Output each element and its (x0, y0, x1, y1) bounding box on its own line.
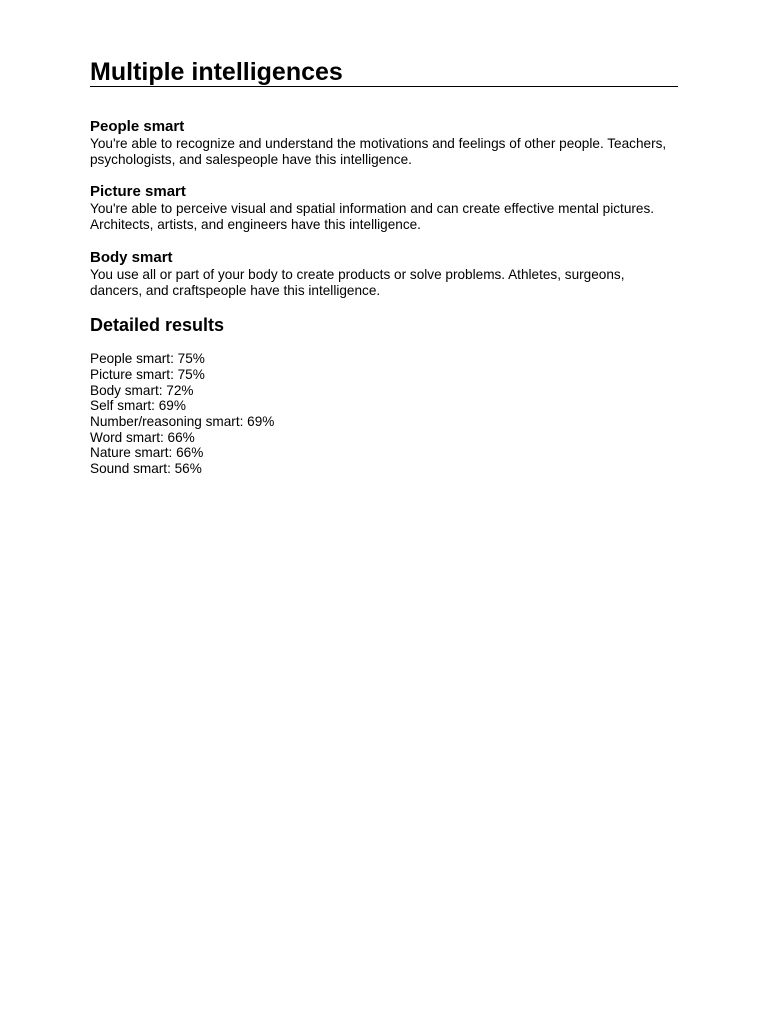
section-heading: Body smart (90, 248, 173, 266)
section-body-smart (90, 249, 678, 298)
section-heading: People smart (90, 118, 185, 135)
result-item: Number/reasoning smart: 69% (90, 414, 275, 430)
section-text: You use all or part of your body to create products or solve problems. Athletes, surgeons, dancers, and craftspeople have this intelligence. (90, 266, 625, 298)
section-text: You're able to perceive visual and spatial information and can create effective mental pictures. Architects, artists, and engineers have this intelligence. (90, 201, 655, 233)
section-picture-smart (90, 183, 678, 232)
detailed-results-heading: Detailed results (90, 315, 225, 336)
result-item: Word smart: 66% (90, 429, 195, 445)
result-item: Self smart: 69% (90, 398, 186, 414)
result-item: Sound smart: 56% (90, 461, 202, 477)
detailed-results-list (90, 351, 678, 477)
section-heading: Picture smart (90, 183, 186, 201)
page-title: Multiple intelligences (90, 58, 678, 87)
result-item: Body smart: 72% (90, 382, 194, 398)
result-item: Nature smart: 66% (90, 445, 204, 461)
section-people-smart (90, 118, 678, 167)
section-text: You're able to recognize and understand the motivations and feelings of other people. Teachers, psychologists, and salespeople have this intelligence. (90, 136, 667, 167)
intelligence-sections (90, 118, 678, 298)
result-item: Picture smart: 75% (90, 366, 205, 382)
result-item: People smart: 75% (90, 351, 205, 367)
